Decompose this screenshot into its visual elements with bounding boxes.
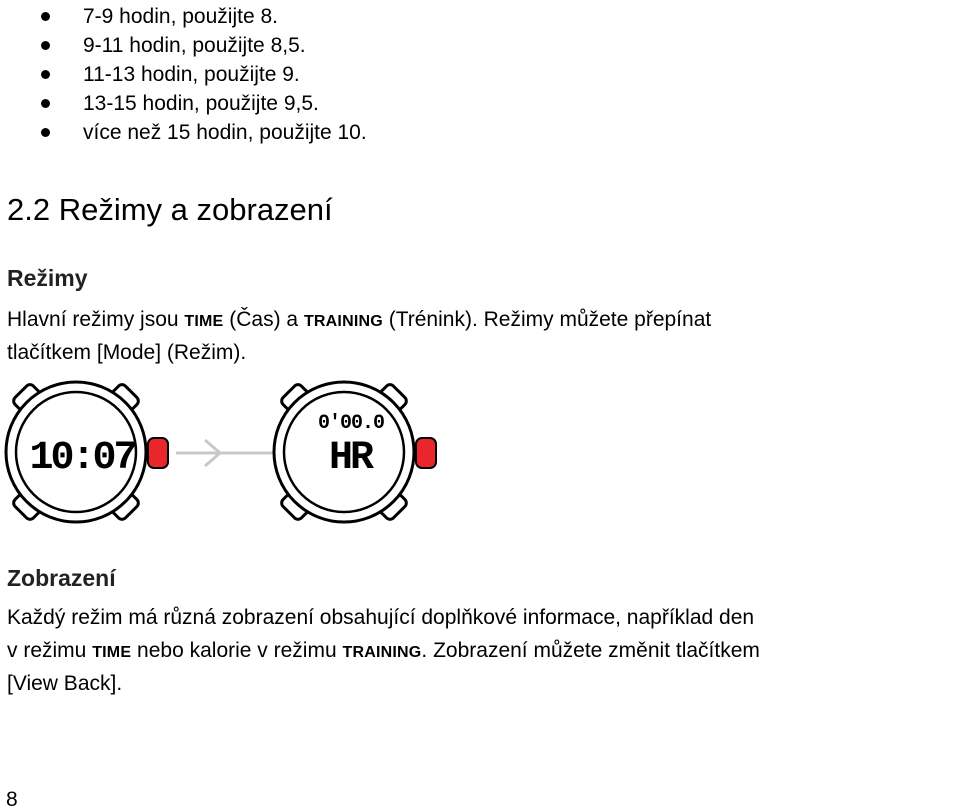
list-item: více než 15 hodin, použijte 10. bbox=[38, 118, 367, 147]
modes-paragraph-line-1 bbox=[7, 303, 959, 338]
modes-heading: Režimy bbox=[7, 265, 88, 291]
mode-name-training: TRAINING bbox=[342, 644, 422, 661]
section-title: 2.2 Režimy a zobrazení bbox=[7, 192, 333, 227]
text-run: (Trénink). Režimy můžete přepínat bbox=[382, 308, 712, 331]
list-item: 13-15 hodin, použijte 9,5. bbox=[38, 89, 367, 118]
mode-name-time: TIME bbox=[92, 644, 132, 661]
list-item: 7-9 hodin, použijte 8. bbox=[38, 2, 367, 31]
displays-paragraph-line-3: [View Back]. bbox=[7, 672, 123, 695]
mode-name-training: TRAINING bbox=[303, 313, 383, 330]
watch-training-mode bbox=[274, 382, 436, 522]
text-run: v režimu bbox=[7, 639, 93, 662]
text-run: nebo kalorie v režimu bbox=[131, 639, 343, 662]
displays-paragraph-line-2 bbox=[7, 634, 959, 669]
text-run: Hlavní režimy jsou bbox=[7, 308, 185, 331]
arrow-icon bbox=[176, 440, 276, 466]
displays-heading: Zobrazení bbox=[7, 565, 116, 591]
text-run: . Zobrazení můžete změnit tlačítkem bbox=[421, 639, 760, 662]
watch-display-time: 10:07 bbox=[29, 436, 135, 481]
mode-button-icon bbox=[148, 438, 168, 468]
watch-display-timer: 0'00.0 bbox=[317, 412, 385, 435]
mode-button-icon bbox=[416, 438, 436, 468]
watch-display-hr: HR bbox=[328, 436, 372, 481]
list-item: 9-11 hodin, použijte 8,5. bbox=[38, 31, 367, 60]
bullet-list bbox=[38, 2, 367, 147]
watch-time-mode bbox=[6, 382, 168, 522]
mode-name-time: TIME bbox=[184, 313, 224, 330]
modes-paragraph-line-2: tlačítkem [Mode] (Režim). bbox=[7, 341, 247, 364]
mode-switch-figure bbox=[0, 380, 460, 532]
displays-paragraph-line-1: Každý režim má různá zobrazení obsahující doplňkové informace, například den bbox=[7, 606, 755, 629]
page-number: 8 bbox=[6, 788, 18, 811]
list-item: 11-13 hodin, použijte 9. bbox=[38, 60, 367, 89]
text-run: (Čas) a bbox=[223, 308, 304, 331]
